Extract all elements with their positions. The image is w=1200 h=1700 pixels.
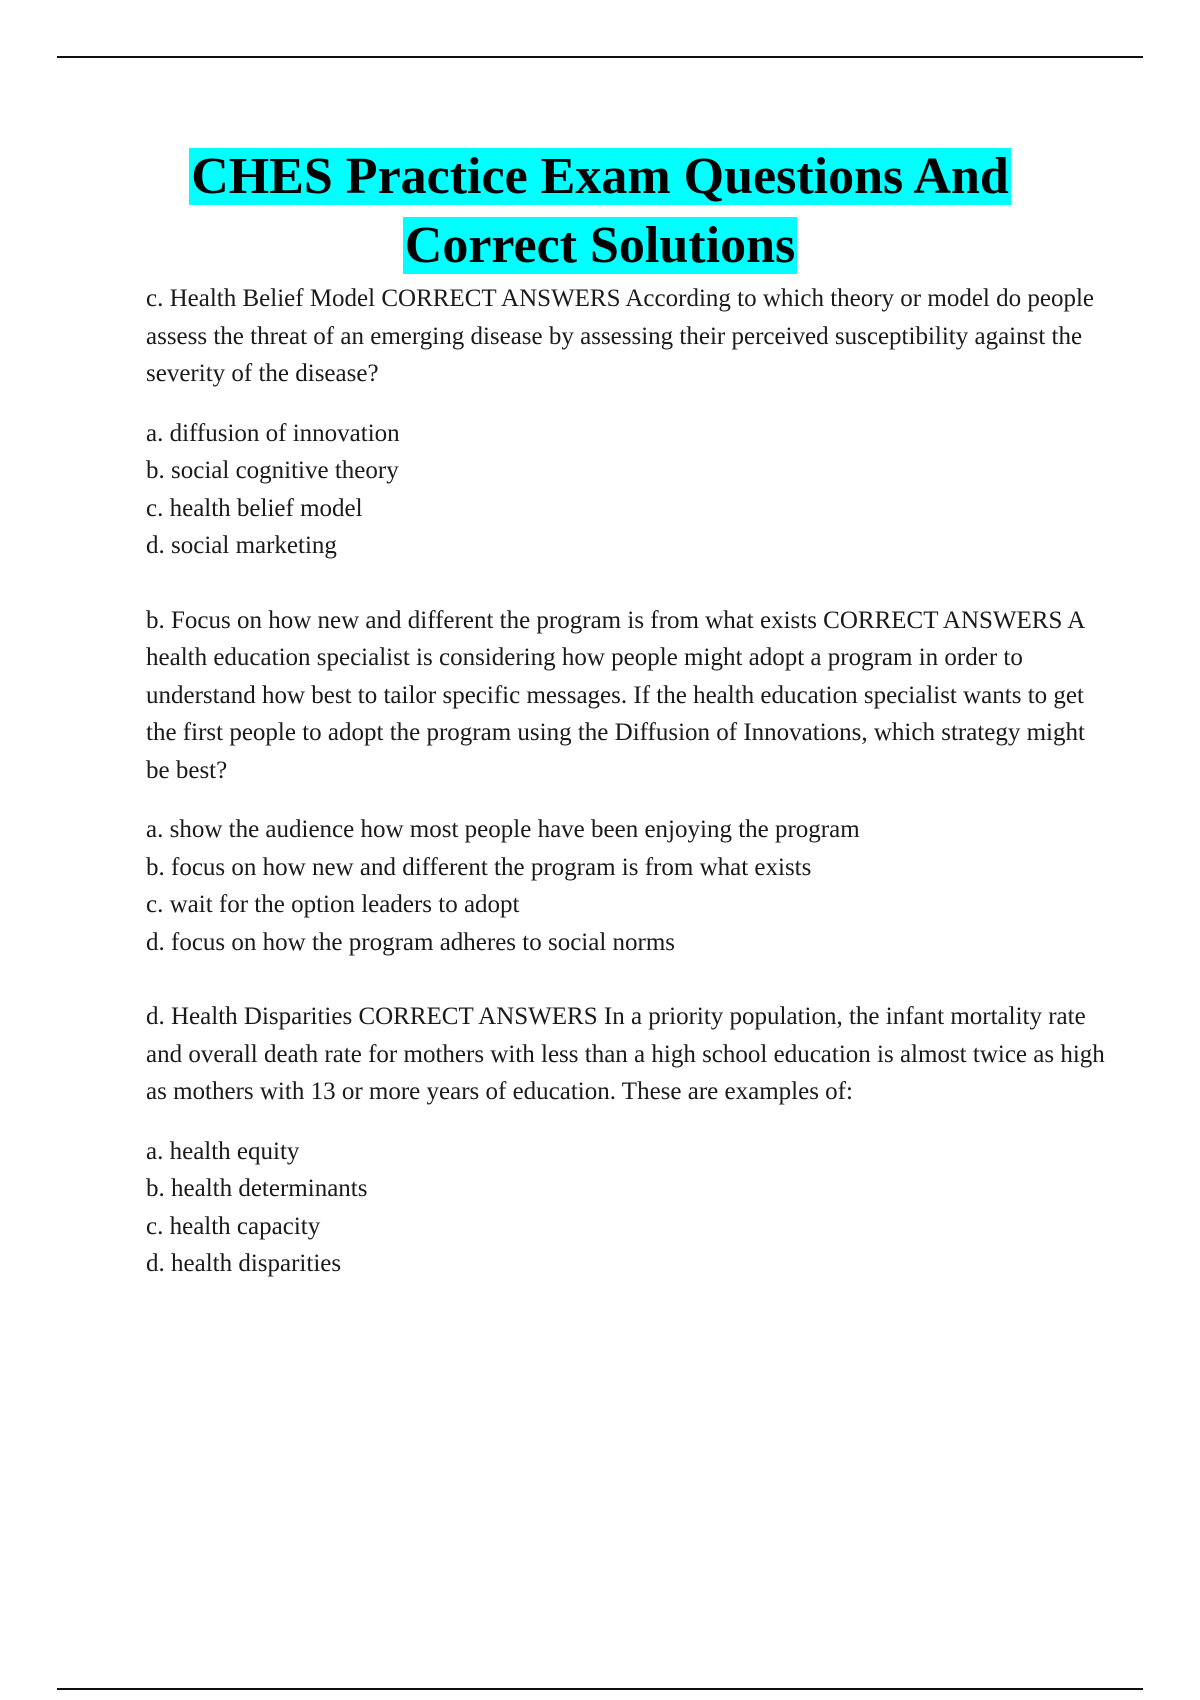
option: d. social marketing bbox=[146, 532, 337, 559]
option: b. social cognitive theory bbox=[146, 457, 399, 484]
top-rule bbox=[57, 56, 1143, 58]
option: b. focus on how new and different the program is from what exists bbox=[146, 853, 812, 881]
option-list bbox=[146, 1133, 1106, 1283]
option: b. health determinants bbox=[146, 1175, 368, 1202]
title-line-2: Correct Solutions bbox=[404, 217, 796, 274]
option: d. health disparities bbox=[146, 1250, 342, 1277]
option: c. wait for the option leaders to adopt bbox=[146, 891, 520, 918]
option: c. health capacity bbox=[146, 1212, 321, 1240]
option: a. diffusion of innovation bbox=[146, 419, 400, 447]
option: a. health equity bbox=[146, 1137, 300, 1165]
page-title bbox=[0, 142, 1200, 280]
question-text: b. Focus on how new and different the program is from what exists CORRECT ANSWERS A health education specialist is considering how people might adopt a program in order to understand how best to tailor specific messages. If the health education specialist wants to get the first people to adopt the program using the Diffusion of Innovations, which strategy might be best? bbox=[146, 606, 1085, 784]
question-text: c. Health Belief Model CORRECT ANSWERS According to which theory or model do people assess the threat of an emerging disease by assessing their perceived susceptibility against the severity of the disease? bbox=[146, 285, 1095, 387]
option-list bbox=[146, 811, 1106, 961]
bottom-rule bbox=[57, 1688, 1143, 1690]
question-item bbox=[146, 280, 1106, 565]
question-text: d. Health Disparities CORRECT ANSWERS In a priority population, the infant mortality rate and overall death rate for mothers with less than a high school education is almost twice as high as mothers with 13 or more years of education. These are examples of: bbox=[146, 1003, 1105, 1105]
option: c. health belief model bbox=[146, 494, 363, 522]
title-line-1: CHES Practice Exam Questions And bbox=[191, 148, 1009, 205]
option: a. show the audience how most people have been enjoying the program bbox=[146, 816, 860, 843]
document-body bbox=[146, 280, 1106, 1320]
option-list bbox=[146, 415, 1106, 565]
question-item bbox=[146, 602, 1106, 962]
question-item bbox=[146, 998, 1106, 1283]
option: d. focus on how the program adheres to social norms bbox=[146, 928, 676, 956]
